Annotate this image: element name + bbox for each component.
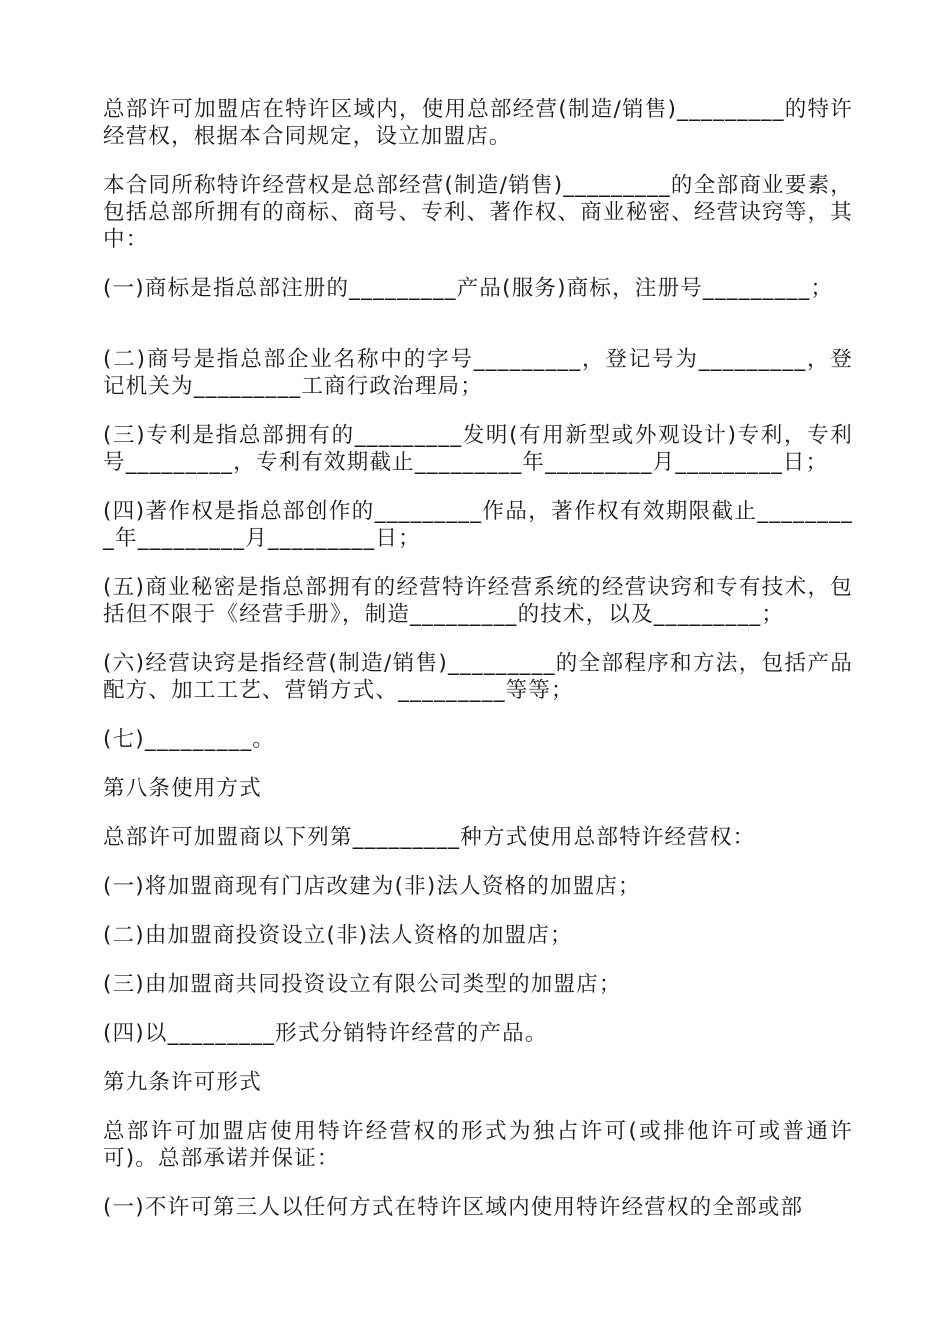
paragraph-franchise-definition: 本合同所称特许经营权是总部经营(制造/销售)_________的全部商业要素，包括总部所拥有的商标、商号、专利、著作权、商业秘密、经营诀窍等，其中：: [103, 173, 853, 252]
document-page: [103, 96, 853, 1221]
paragraph-other: (七)_________。: [103, 727, 276, 752]
paragraph-usage-option-2: (二)由加盟商投资设立(非)法人资格的加盟店；: [103, 923, 573, 948]
paragraph-usage-option-1: (一)将加盟商现有门店改建为(非)法人资格的加盟店；: [103, 874, 641, 899]
paragraph-trademark: (一)商标是指总部注册的_________产品(服务)商标，注册号_________；: [103, 276, 834, 301]
paragraph-copyright: (四)著作权是指总部创作的_________作品，著作权有效期限截止_________年_________月_________日；: [103, 499, 853, 551]
heading-article-9: 第九条许可形式: [103, 1070, 262, 1095]
paragraph-trade-secret: (五)商业秘密是指总部拥有的经营特许经营系统的经营诀窍和专有技术，包括但不限于《经营手册》，制造_________的技术，以及_________；: [103, 575, 853, 627]
paragraph-know-how: (六)经营诀窍是指经营(制造/销售)_________的全部程序和方法，包括产品配方、加工工艺、营销方式、_________等等；: [103, 651, 853, 703]
paragraph-license-form: 总部许可加盟店使用特许经营权的形式为独占许可(或排他许可或普通许可)。总部承诺并保证：: [103, 1119, 853, 1171]
paragraph-grant-clause: 总部许可加盟店在特许区域内，使用总部经营(制造/销售)_________的特许经营权，根据本合同规定，设立加盟店。: [103, 97, 853, 149]
paragraph-patent: (三)专利是指总部拥有的_________发明(有用新型或外观设计)专利，专利号_________，专利有效期截止_________年_________月_________日；: [103, 423, 853, 475]
heading-article-8: 第八条使用方式: [103, 776, 262, 801]
paragraph-usage-option-4: (四)以_________形式分销特许经营的产品。: [103, 1021, 548, 1046]
paragraph-usage-method: 总部许可加盟商以下列第_________种方式使用总部特许经营权：: [103, 825, 756, 850]
paragraph-trade-name: (二)商号是指总部企业名称中的字号_________，登记号为_________，登记机关为_________工商行政治理局；: [103, 347, 853, 399]
paragraph-usage-option-3: (三)由加盟商共同投资设立有限公司类型的加盟店；: [103, 972, 622, 997]
paragraph-license-guarantee-1: (一)不许可第三人以任何方式在特许区域内使用特许经营权的全部或部: [103, 1195, 804, 1220]
